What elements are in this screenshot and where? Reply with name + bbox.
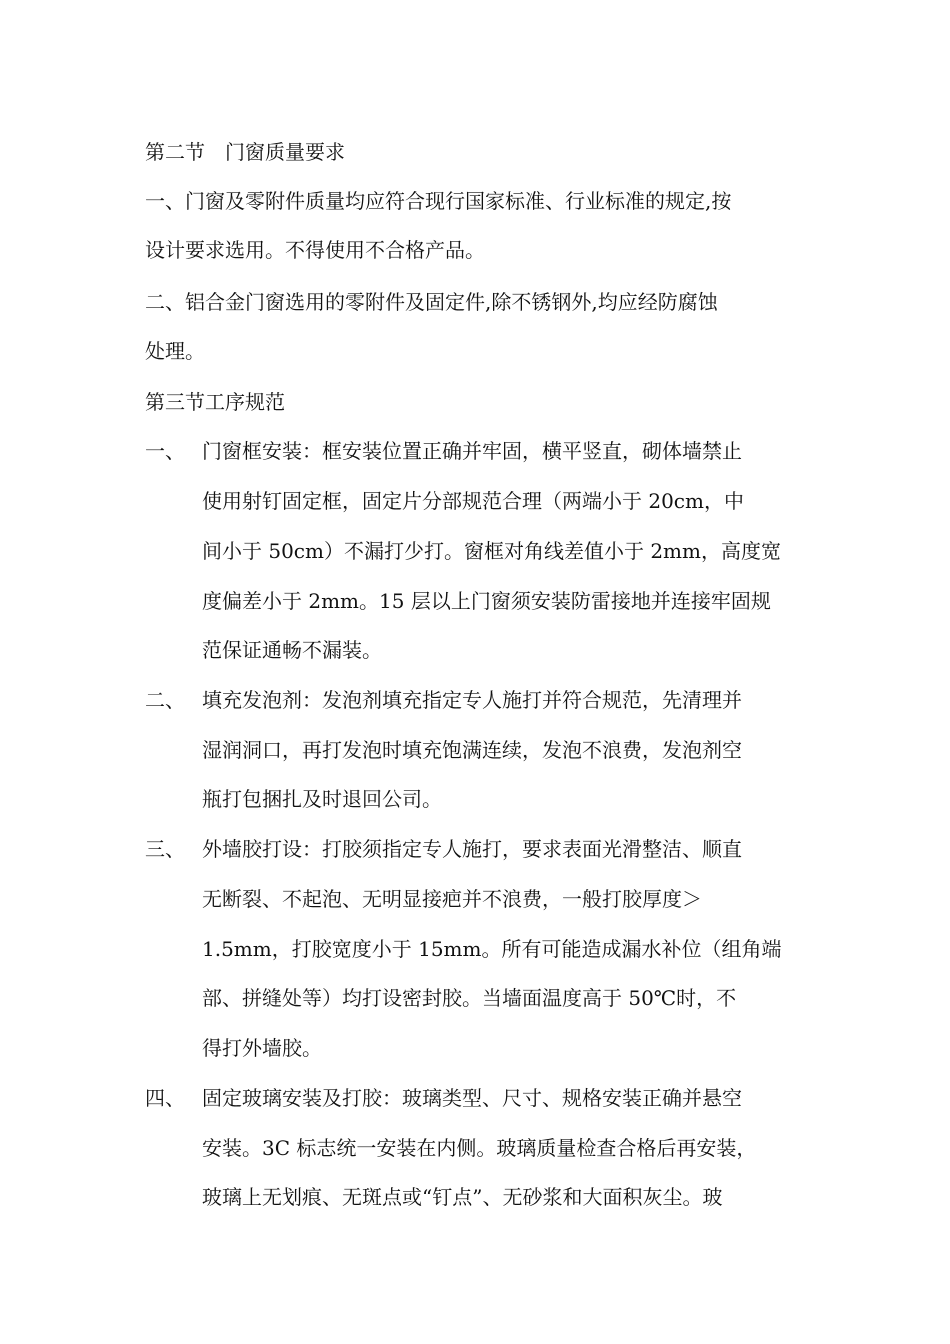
item-1-line-2: 使用射钉固定框，固定片分部规范合理（两端小于 20cm，中 (202, 489, 744, 513)
item-2-number: 二、 (145, 688, 185, 712)
item-4-line-2: 安装。3C 标志统一安装在内侧。玻璃质量检查合格后再安装， (202, 1136, 757, 1160)
item-3-number: 三、 (145, 837, 185, 861)
item-2-line-1: 填充发泡剂：发泡剂填充指定专人施打并符合规范，先清理并 (202, 688, 742, 712)
section-2-heading: 第二节 门窗质量要求 (145, 140, 345, 164)
item-1-line-4: 度偏差小于 2mm。15 层以上门窗须安装防雷接地并连接牢固规 (202, 589, 771, 613)
item-4-line-1: 固定玻璃安装及打胶：玻璃类型、尺寸、规格安装正确并悬空 (202, 1086, 742, 1110)
item-4-number: 四、 (145, 1086, 185, 1110)
item-3-line-1: 外墙胶打设：打胶须指定专人施打，要求表面光滑整洁、顺直 (202, 837, 742, 861)
section-2-para-1-line-2: 设计要求选用。不得使用不合格产品。 (145, 238, 485, 262)
item-4-line-3: 玻璃上无划痕、无斑点或“钉点”、无砂浆和大面积灰尘。玻 (202, 1185, 723, 1209)
item-3-line-5: 得打外墙胶。 (202, 1036, 322, 1060)
item-1-line-3: 间小于 50cm）不漏打少打。窗框对角线差值小于 2mm，高度宽 (202, 539, 781, 563)
section-2-para-1-line-1: 一、门窗及零附件质量均应符合现行国家标准、行业标准的规定,按 (145, 189, 732, 213)
item-3-line-4: 部、拼缝处等）均打设密封胶。当墙面温度高于 50℃时，不 (202, 986, 737, 1010)
item-1-line-5: 范保证通畅不漏装。 (202, 638, 382, 662)
section-2-para-2-line-1: 二、铝合金门窗选用的零附件及固定件,除不锈钢外,均应经防腐蚀 (145, 290, 718, 314)
item-3-line-2: 无断裂、不起泡、无明显接疤并不浪费，一般打胶厚度＞ (202, 887, 702, 911)
item-2-line-2: 湿润洞口，再打发泡时填充饱满连续，发泡不浪费，发泡剂空 (202, 738, 742, 762)
item-2-line-3: 瓶打包捆扎及时退回公司。 (202, 787, 442, 811)
item-1-number: 一、 (145, 439, 185, 463)
item-3-line-3: 1.5mm，打胶宽度小于 15mm。所有可能造成漏水补位（组角端 (202, 937, 782, 961)
item-1-line-1: 门窗框安装：框安装位置正确并牢固，横平竖直，砌体墙禁止 (202, 439, 742, 463)
section-2-para-2-line-2: 处理。 (145, 339, 205, 363)
section-3-heading: 第三节工序规范 (145, 390, 285, 414)
